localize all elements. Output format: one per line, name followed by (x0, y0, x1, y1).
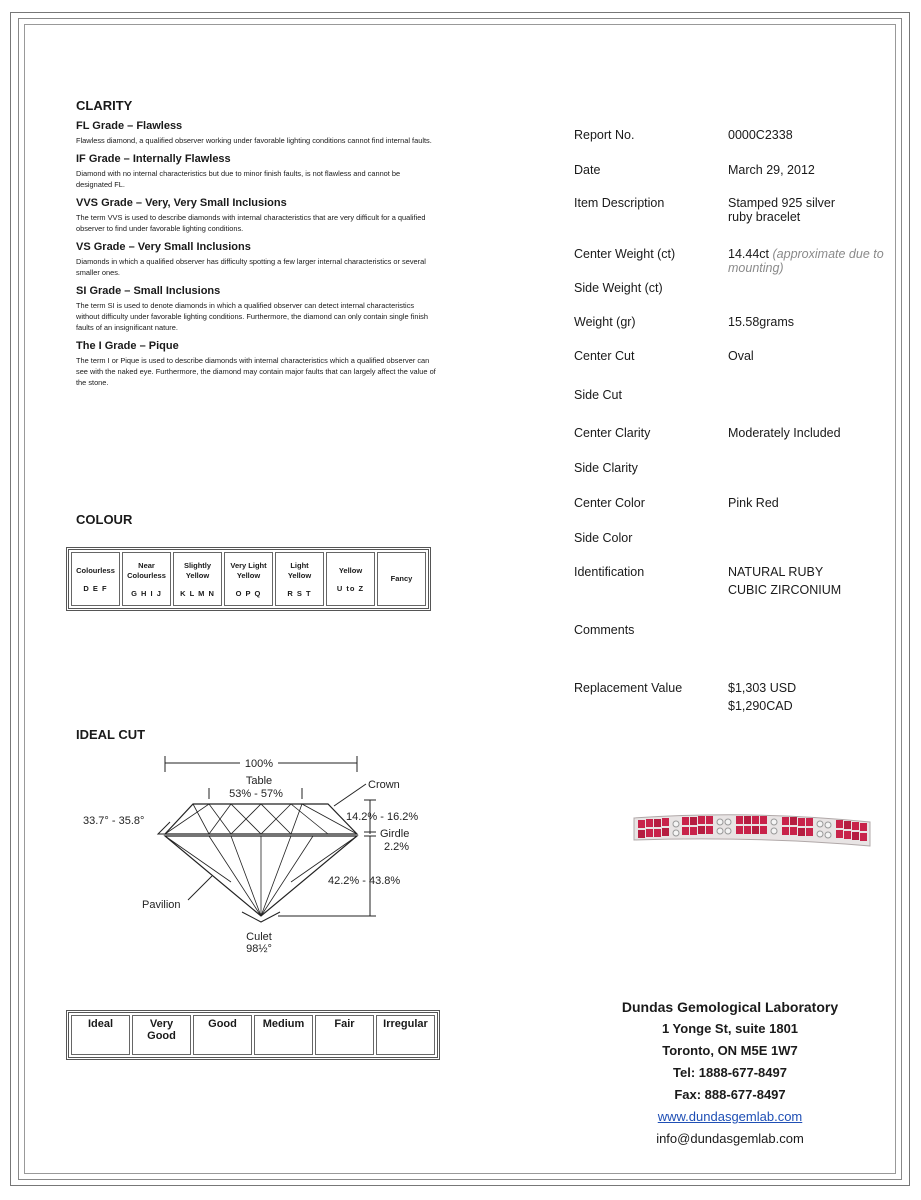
report-value (728, 247, 898, 275)
table-range-label: 53% - 57% (229, 788, 283, 800)
report-label: Date (574, 163, 601, 177)
cut-grade-cell: Very Good (132, 1015, 191, 1055)
identification-line: CUBIC ZIRCONIUM (728, 583, 842, 597)
report-label: Item Description (574, 196, 665, 210)
clarity-title: CLARITY (76, 98, 133, 113)
report-label: Comments (574, 623, 635, 637)
diamond-crown (165, 804, 357, 834)
colour-cell (326, 552, 375, 606)
clarity-grade-desc: Diamonds in which a qualified observer has difficulty spotting a few larger internal characteristics or several smaller ones. (76, 257, 426, 277)
report-label: Side Clarity (574, 461, 638, 475)
colour-cell-name: Light Yellow (287, 560, 312, 580)
report-value: 0000C2338 (728, 128, 793, 142)
report-label: Identification (574, 565, 645, 579)
clarity-grade-title: The I Grade – Pique (76, 340, 179, 352)
bracelet-photo (632, 808, 872, 856)
colour-cell (71, 552, 120, 606)
report-value: March 29, 2012 (728, 163, 815, 177)
lab-name: Dundas Gemological Laboratory (621, 999, 839, 1015)
report-label: Weight (gr) (574, 315, 636, 329)
colour-cell-code: U to Z (336, 583, 365, 593)
clarity-section (76, 98, 436, 388)
clarity-grade-title: IF Grade – Internally Flawless (76, 153, 231, 165)
clarity-grade-desc: The term VVS is used to describe diamonds with internal characteristics that are very difficult for a qualified observer to find under favorable lighting conditions. (76, 213, 426, 233)
colour-scale-table (66, 547, 431, 611)
clarity-grade-title: FL Grade – Flawless (76, 120, 183, 132)
report-value (728, 681, 898, 713)
lab-contact-block (580, 996, 880, 1150)
colour-cell-name: Slightly Yellow (183, 560, 212, 580)
report-value: Moderately Included (728, 426, 841, 440)
identification-line: NATURAL RUBY (728, 565, 824, 579)
lab-fax: Fax: 888-677-8497 (674, 1087, 786, 1102)
report-label: Side Color (574, 531, 633, 545)
clarity-grade-desc: The term SI is used to denote diamonds in which a qualified observer can detect internal characteristics without difficulty under favorable lighting conditions. Furthermore, the diamond can only contain single finish faults of an insignificant nature. (76, 301, 428, 332)
ideal-cut-title: IDEAL CUT (76, 727, 146, 742)
report-label: Report No. (574, 128, 635, 142)
report-label: Replacement Value (574, 681, 683, 695)
clarity-grade-desc: The term I or Pique is used to describe diamonds with internal characteristics which a qualified observer can see with the naked eye. Furthermore, the diamond may contain major faults that can largely affect the value of the stone. (76, 356, 436, 387)
colour-cell-name: Fancy (390, 574, 413, 583)
cut-grade-cell: Medium (254, 1015, 313, 1055)
cut-grade-cell: Irregular (376, 1015, 435, 1055)
cut-grade-cell: Good (193, 1015, 252, 1055)
report-label: Center Color (574, 496, 645, 510)
colour-cell-code: O P Q (235, 588, 262, 598)
colour-cell (122, 552, 171, 606)
report-value: Stamped 925 silver ruby bracelet (728, 196, 836, 224)
colour-cell-code: D E F (83, 583, 108, 593)
culet-label: Culet (246, 931, 272, 943)
clarity-grade-title: VVS Grade – Very, Very Small Inclusions (76, 197, 287, 209)
cut-grade-cell: Fair (315, 1015, 374, 1055)
culet-angle-label: 98½° (246, 943, 272, 955)
report-value: Oval (728, 349, 754, 363)
colour-cell (224, 552, 273, 606)
colour-cell (377, 552, 426, 606)
colour-cell-code: G H I J (131, 588, 162, 598)
report-label: Side Weight (ct) (574, 281, 663, 295)
report-label: Center Clarity (574, 426, 651, 440)
girdle-label: Girdle (380, 828, 410, 840)
report-value: 15.58grams (728, 315, 795, 329)
crown-height-label: 14.2% - 16.2% (346, 811, 419, 823)
report-label: Center Weight (ct) (574, 247, 676, 261)
lab-tel: Tel: 1888-677-8497 (673, 1065, 787, 1080)
report-label: Side Cut (574, 388, 622, 402)
width-label: 100% (244, 758, 274, 770)
colour-cell-name: Yellow (338, 565, 363, 575)
table-label: Table (245, 775, 273, 787)
clarity-grade-title: SI Grade – Small Inclusions (76, 285, 221, 297)
colour-cell (173, 552, 222, 606)
report-value (728, 565, 898, 597)
report-value: Pink Red (728, 496, 779, 510)
lab-website-link[interactable]: www.dundasgemlab.com (657, 1109, 803, 1124)
girdle-value-label: 2.2% (384, 841, 410, 853)
cut-grade-cell: Ideal (71, 1015, 130, 1055)
colour-cell-name: Colourless (76, 565, 115, 575)
crown-label: Crown (368, 779, 400, 791)
cut-grade-table (66, 1010, 440, 1060)
replacement-value-usd: $1,303 USD (728, 681, 797, 695)
lab-email[interactable]: info@dundasgemlab.com (656, 1131, 804, 1146)
center-weight-value: 14.44ct (728, 247, 770, 261)
center-weight-note: (approximate due to mounting) (728, 247, 884, 275)
pavilion-label: Pavilion (142, 899, 181, 911)
colour-cell-name: Near Colourless (127, 560, 166, 580)
colour-cell (275, 552, 324, 606)
replacement-value-cad: $1,290CAD (728, 699, 793, 713)
colour-title: COLOUR (76, 512, 133, 527)
lab-address-line: Toronto, ON M5E 1W7 (662, 1043, 798, 1058)
pavilion-depth-label: 42.2% - 43.8% (328, 875, 401, 887)
clarity-grade-desc: Flawless diamond, a qualified observer working under favorable lighting conditions cannot find internal faults. (76, 136, 432, 145)
clarity-grade-desc: Diamond with no internal characteristics but due to minor finish faults, is not flawless and cannot be designated FL. (76, 169, 401, 189)
lab-address-line: 1 Yonge St, suite 1801 (661, 1021, 799, 1036)
diamond-cut-diagram (78, 752, 438, 957)
colour-cell-code: K L M N (180, 588, 215, 598)
colour-cell-code: R S T (287, 588, 312, 598)
crown-angle-label: 33.7° - 35.8° (83, 815, 145, 827)
report-label: Center Cut (574, 349, 635, 363)
clarity-grade-title: VS Grade – Very Small Inclusions (76, 241, 251, 253)
colour-cell-name: Very Light Yellow (230, 560, 267, 580)
